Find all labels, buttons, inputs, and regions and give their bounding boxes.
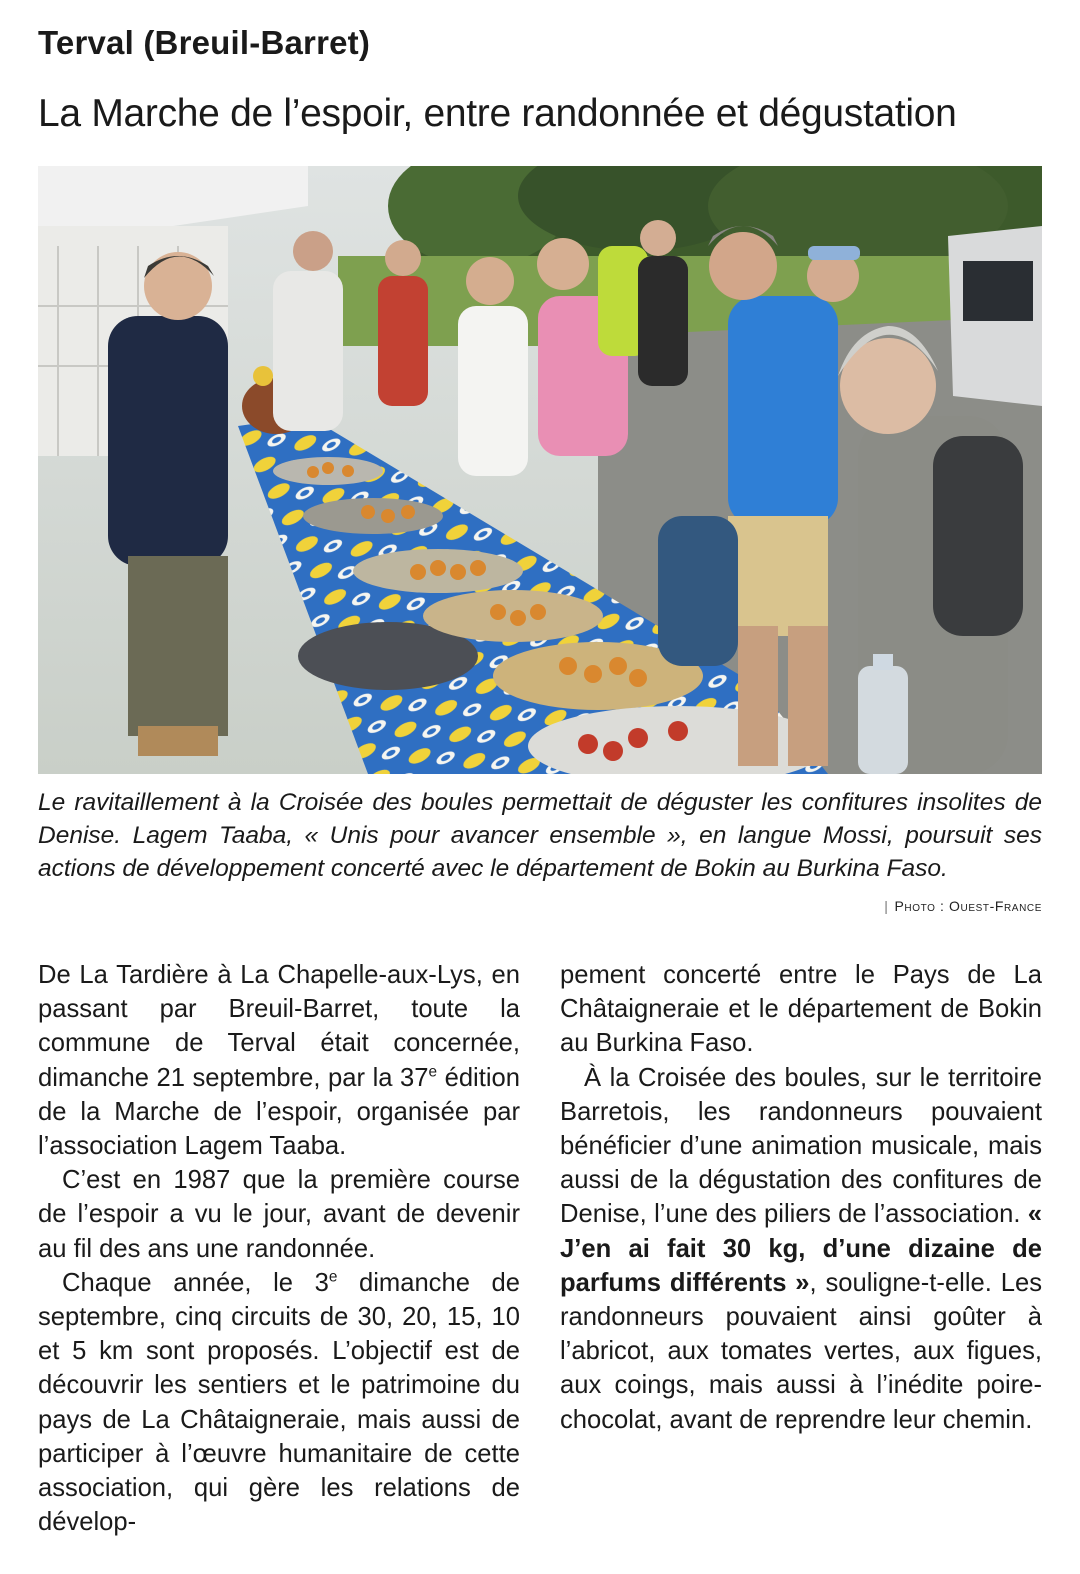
body-text: Chaque année, le 3: [62, 1268, 329, 1297]
article-column-right: [560, 958, 1042, 1437]
body-text: , souligne-t-elle. Les randonneurs pouvaient ainsi goûter à l’abricot, aux tomates vertes, aux figues, aux coings, mais aussi à l’inédite poire-chocolat, avant de reprendre leur chemin.: [560, 1268, 1042, 1434]
body-paragraph: [38, 1266, 520, 1540]
credit-prefix: Photo :: [894, 898, 945, 914]
photo-caption: [38, 786, 1042, 885]
article-headline: La Marche de l’espoir, entre randonnée et dégustation: [38, 92, 957, 135]
caption-text: Le ravitaillement à la Croisée des boules permettait de déguster les confitures insolites de Denise. Lagem Taaba, « Unis pour avancer ensemble », en langue Mossi, poursuit ses actions de développement concerté avec le département de Bokin au Burkina Faso.: [38, 789, 1042, 882]
body-text: À la Croisée des boules, sur le territoire Barretois, les randonneurs pouvaient bénéficier d’une animation musicale, mais aussi de la dégustation des confitures de Denise, l’une des piliers de l’association.: [560, 1063, 1042, 1229]
body-paragraph: pement concerté entre le Pays de La Châtaigneraie et le département de Bokin au Burkina Faso.: [560, 961, 1042, 1058]
pull-quote: « J’en ai fait 30 kg, d’une dizaine de parfums différents »: [560, 1200, 1042, 1297]
body-paragraph: C’est en 1987 que la première course de l’espoir a vu le jour, avant de devenir au fil des ans une randonnée.: [38, 1166, 520, 1263]
photo-credit: [884, 898, 1042, 914]
body-text: édition de la Marche de l’espoir, organisée par l’association Lagem Taaba.: [38, 1063, 521, 1161]
superscript: e: [328, 1268, 338, 1286]
superscript: e: [428, 1063, 438, 1081]
body-paragraph: [560, 1061, 1042, 1437]
credit-source: Ouest-France: [949, 898, 1042, 914]
body-text: dimanche de septembre, cinq circuits de 30, 20, 15, 10 et 5 km sont proposés. L’objectif est de découvrir les sentiers et le patrimoine du pays de La Châtaigneraie, mais aussi de participer à l’œuvre humanitaire de cette association, qui gère les relations de dévelop-: [38, 1268, 520, 1537]
article-photo: [38, 166, 1042, 774]
article-kicker: Terval (Breuil-Barret): [38, 24, 371, 61]
body-paragraph: [38, 958, 520, 1163]
credit-divider: |: [884, 898, 889, 914]
article-column-left: [38, 958, 520, 1539]
body-text: De La Tardière à La Chapelle-aux-Lys, en passant par Breuil-Barret, toute la commune de Terval était concernée, dimanche 21 septembre, par la 37: [38, 961, 520, 1092]
photo-illustration: [38, 166, 1042, 774]
